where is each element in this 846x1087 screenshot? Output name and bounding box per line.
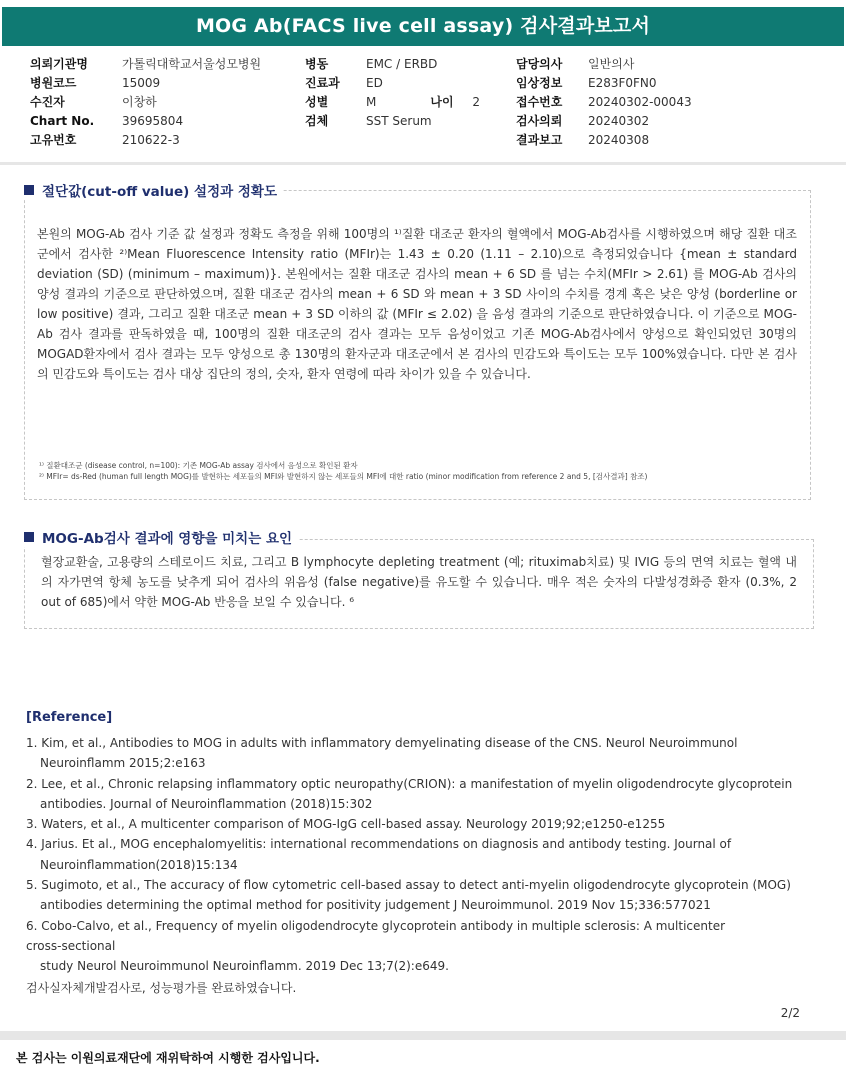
info-label: 담당의사: [516, 57, 563, 71]
square-bullet-icon: [24, 532, 34, 542]
section-heading-text: MOG-Ab검사 결과에 영향을 미치는 요인: [42, 531, 293, 547]
info-label: 임상정보: [516, 76, 563, 90]
info-label: 수진자: [30, 95, 65, 109]
info-value: E283F0FN0: [588, 76, 657, 90]
reference-item: 1. Kim, et al., Antibodies to MOG in adults with inflammatory demyelinating disease of the CNS. Neurol Neuroimmunol Neuroinflamm 2015;2:e163: [26, 736, 738, 771]
cutoff-section-box: [24, 190, 811, 500]
factors-section-box: [24, 539, 814, 629]
info-label: 고유번호: [30, 133, 77, 147]
footnote-1: ¹⁾ 질환대조군 (disease control, n=100): 기존 MOG-Ab assay 검사에서 음성으로 확인된 환자: [39, 461, 358, 470]
footnote-2: ²⁾ MFIr= ds-Red (human full length MOG)를 발현하는 세포들의 MFI와 발현하지 않는 세포들의 MFI에 대한 ratio (minor modification from reference 2 and 5, [검사결과] 참조): [39, 472, 648, 481]
reference-title: [Reference]: [26, 710, 113, 725]
reference-item-6-line-3: study Neurol Neuroimmunol Neuroinflamm. 2019 Dec 13;7(2):e649.: [40, 959, 449, 974]
info-value: SST Serum: [366, 114, 432, 128]
info-label: 병원코드: [30, 76, 77, 90]
info-label: 진료과: [305, 76, 340, 90]
info-label: 결과보고: [516, 133, 563, 147]
square-bullet-icon: [24, 185, 34, 195]
info-value: 20240308: [588, 133, 650, 147]
patient-info-column-2: [305, 55, 480, 131]
info-value: 20240302: [588, 114, 650, 128]
info-label: 의뢰기관명: [30, 57, 88, 71]
reference-item-6-line-1: 6. Cobo-Calvo, et al., Frequency of myelin oligodendrocyte glycoprotein antibody in multiple sclerosis: A multicenter: [26, 918, 726, 933]
info-value: 15009: [122, 76, 161, 90]
footer-note: 본 검사는 이원의료재단에 재위탁하여 시행한 검사입니다.: [16, 1051, 320, 1065]
reference-item: 2. Lee, et al., Chronic relapsing inflammatory optic neuropathy(CRION): a manifestation of myelin oligodendrocyte glycoprotein antibodies. Journal of Neuroinflammation (2018)15:302: [26, 776, 793, 811]
section-heading-text: 절단값(cut-off value) 설정과 정확도: [42, 184, 277, 200]
info-label: 검체: [305, 114, 329, 128]
info-label: 접수번호: [516, 95, 563, 109]
factors-section-heading: [24, 527, 298, 547]
page-number: 2/2: [780, 1006, 800, 1020]
validation-note: 검사실자체개발검사로, 성능평가를 완료하였습니다.: [26, 980, 297, 995]
info-label: 검사의뢰: [516, 114, 563, 128]
cutoff-section-heading: [24, 180, 283, 200]
reference-item: 3. Waters, et al., A multicenter comparison of MOG-IgG cell-based assay. Neurology 2019;92;e1250-e1255: [26, 817, 666, 832]
age-value: 2: [472, 95, 480, 109]
info-value: ED: [366, 76, 383, 90]
patient-info-column-1: [30, 55, 261, 150]
info-value: 210622-3: [122, 133, 180, 147]
info-label: Chart No.: [30, 114, 95, 128]
reference-list: [26, 733, 806, 998]
header-divider: [0, 162, 846, 165]
info-label: 병동: [305, 57, 329, 71]
cutoff-paragraph: 본원의 MOG-Ab 검사 기준 값 설정과 정확도 측정을 위해 100명의 ¹⁾질환 대조군 환자의 혈액에서 MOG-Ab검사를 시행하였으며 해당 질환 대조군에서 검사한 ²⁾Mean Fluorescence Intensity ratio (MFIr)는 1.43 ± 0.20 (1.11 – 2.10)으로 측정되었습니다 {mean ± standard deviation (SD) (minimum – maximum)}. 본원에서는 질환 대조군 검사의 mean + 6 SD 를 넘는 수치(MFIr > 2.61) 를 MOG-Ab 검사의 양성 결과의 기준으로 판단하였으며, 질환 대조군 검사의 mean + 6 SD 와 mean + 3 SD 사이의 수치를 경계 혹은 낮은 양성 (borderline or low positive) 결과, 그리고 질환 대조군 mean + 3 SD 이하의 값 (MFIr ≤ 2.02) 을 음성 결과의 기준으로 판단하였습니다. 이 기준으로 MOG-Ab 검사 결과를 판독하였을 때, 100명의 질환 대조군의 검사 결과는 모두 음성이었고 기존 MOG-Ab검사에서 양성으로 확인되었던 30명의 MOGAD환자에서 검사 결과는 모두 양성으로 총 130명의 환자군과 대조군에서 본 검사의 민감도와 특이도는 모두 100%였습니다. 다만 본 검사의 민감도와 특이도는 검사 대상 집단의 정의, 숫자, 환자 연령에 따라 차이가 있을 수 있습니다.: [37, 227, 797, 381]
info-value: 일반의사: [588, 57, 635, 71]
factors-paragraph: 혈장교환술, 고용량의 스테로이드 치료, 그리고 B lymphocyte depleting treatment (예; rituximab치료) 및 IVIG 등의 면역 치료는 혈액 내의 자가면역 항체 농도를 낮추게 되어 검사의 위음성 (false negative)를 유도할 수 있습니다. 매우 적은 숫자의 다발성경화증 환자 (0.3%, 2 out of 685)에서 약한 MOG-Ab 반응을 보일 수 있습니다. ⁶: [41, 555, 797, 609]
reference-item: 5. Sugimoto, et al., The accuracy of flow cytometric cell-based assay to detect anti-myelin oligodendrocyte glycoprotein (MOG) antibodies determining the optimal method for positivity judgement J Neuroimmunol. 2019 Nov 15;336:577021: [26, 878, 791, 913]
info-value: 20240302-00043: [588, 95, 692, 109]
report-title: MOG Ab(FACS live cell assay) 검사결과보고서: [2, 7, 844, 46]
reference-item-6-line-2: cross-sectional: [26, 938, 116, 953]
info-label: 성별: [305, 95, 329, 109]
info-value: M: [366, 95, 377, 109]
patient-info-column-3: [516, 55, 692, 150]
footer-divider: [0, 1031, 846, 1040]
reference-item: 4. Jarius. Et al., MOG encephalomyelitis: international recommendations on diagnosis and antibody testing. Journal of Neuroinflammation(2018)15:134: [26, 837, 732, 872]
info-value: 39695804: [122, 114, 184, 128]
info-value: 가톨릭대학교서울성모병원: [122, 57, 262, 71]
age-label: 나이: [430, 95, 454, 109]
info-value: EMC / ERBD: [366, 57, 438, 71]
info-value: 이창하: [122, 95, 157, 109]
